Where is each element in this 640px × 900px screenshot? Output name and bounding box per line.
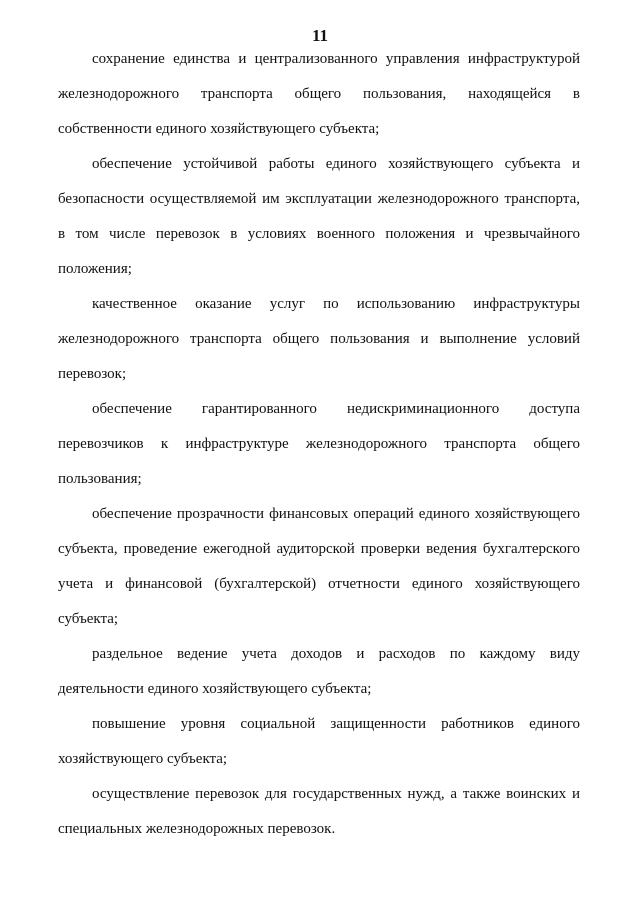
- paragraph-6: раздельное ведение учета доходов и расходов по каждому виду деятельности единого хозяйствующего субъекта;: [58, 646, 580, 697]
- page-number: 11: [311, 26, 329, 45]
- paragraph-2: обеспечение устойчивой работы единого хозяйствующего субъекта и безопасности осуществляемой им эксплуатации железнодорожного транспорта, в том числе перевозок в условиях военного положения и чрезвычайного положения;: [58, 156, 580, 277]
- document-body: [58, 42, 580, 847]
- paragraph-5: обеспечение прозрачности финансовых операций единого хозяйствующего субъекта, проведение ежегодной аудиторской проверки ведения бухгалтерского учета и финансовой (бухгалтерской) отчетности единого хозяйствующего субъекта;: [58, 506, 580, 627]
- paragraph-4: обеспечение гарантированного недискриминационного доступа перевозчиков к инфраструктуре железнодорожного транспорта общего пользования;: [58, 401, 580, 487]
- paragraph-8: осуществление перевозок для государственных нужд, а также воинских и специальных железнодорожных перевозок.: [58, 786, 580, 837]
- paragraph-7: повышение уровня социальной защищенности работников единого хозяйствующего субъекта;: [58, 716, 580, 767]
- paragraph-3: качественное оказание услуг по использованию инфраструктуры железнодорожного транспорта общего пользования и выполнение условий перевозок;: [58, 296, 580, 382]
- paragraph-1: сохранение единства и централизованного управления инфраструктурой железнодорожного транспорта общего пользования, находящейся в собственности единого хозяйствующего субъекта;: [58, 51, 580, 137]
